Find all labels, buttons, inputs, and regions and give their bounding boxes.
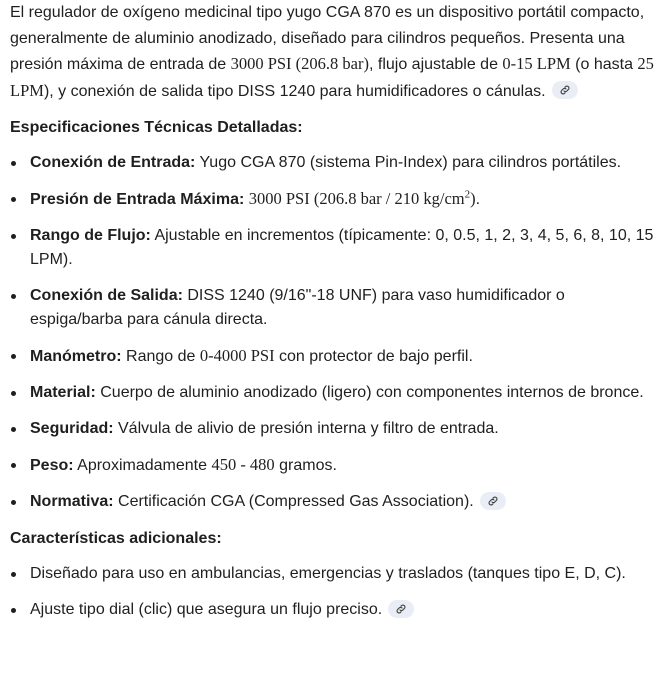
link-icon [559,84,571,96]
spec-text-end: con protector de bajo perfil. [274,348,473,365]
list-item [10,224,656,272]
spec-label: Conexión de Salida: [30,287,183,304]
source-link-button[interactable] [480,492,506,510]
spec-text: Certificación CGA (Compressed Gas Association). [113,493,474,510]
spec-label: Material: [30,384,96,401]
spec-label: Presión de Entrada Máxima: [30,191,245,208]
intro-text-3: (o hasta [570,56,638,73]
extra-text: Ajuste tipo dial (clic) que asegura un flujo preciso. [30,601,383,618]
list-item [10,344,656,369]
specs-list [10,151,656,514]
intro-text-4: ), y conexión de salida tipo DISS 1240 para humidificadores o cánulas. [43,82,546,100]
spec-label: Peso: [30,457,74,474]
list-item [10,151,656,175]
intro-text-2: , flujo ajustable de [368,56,503,73]
list-item [10,381,656,405]
intro-text-1: El regulador de oxígeno medicinal tipo yugo CGA 870 es un dispositivo portátil compacto, generalmente de aluminio anodizado, diseñado para cilindros pequeños. Presenta una presión máxima de entrada de [10,4,645,73]
spec-math [249,189,476,208]
list-item [10,490,656,514]
spec-text: DISS 1240 (9/16"-18 UNF) para vaso humidificador o espiga/barba para cánula directa. [30,287,565,328]
source-link-button[interactable] [552,81,578,99]
spec-text: Aproximadamente [73,457,212,474]
spec-math: 450 - 480 [211,455,275,474]
spec-text: Cuerpo de aluminio anodizado (ligero) con componentes internos de bronce. [95,384,644,401]
link-icon [395,603,407,615]
spec-text: Válvula de alivio de presión interna y filtro de entrada. [113,420,499,437]
intro-paragraph [10,0,656,104]
intro-max-flow: 25 LPM [10,54,654,100]
spec-math-sup: 2 [464,188,471,201]
spec-text-end: . [475,191,481,208]
list-item [10,562,656,586]
spec-label: Normativa: [30,493,114,510]
list-item [10,417,656,441]
spec-math-base: 3000 PSI (206.8 bar / 210 kg/cm [248,189,465,208]
extras-list [10,562,656,622]
spec-label: Rango de Flujo: [30,227,151,244]
intro-flow: 0-15 LPM [502,54,571,73]
list-item [10,598,656,622]
spec-text-end: gramos. [274,457,337,474]
spec-text: Yugo CGA 870 (sistema Pin-Index) para cilindros portátiles. [195,154,622,171]
specs-heading: Especificaciones Técnicas Detalladas: [10,119,303,136]
extras-heading: Características adicionales: [10,530,222,547]
intro-pressure: 3000 PSI (206.8 bar) [230,54,369,73]
source-link-button[interactable] [388,600,414,618]
link-icon [487,495,499,507]
spec-math-end: ) [470,189,476,208]
list-item [10,187,656,212]
spec-text: Rango de [121,348,200,365]
spec-label: Seguridad: [30,420,114,437]
spec-label: Manómetro: [30,348,122,365]
list-item [10,453,656,478]
spec-math: 0-4000 PSI [199,346,275,365]
list-item [10,284,656,332]
spec-text: Ajustable en incrementos (típicamente: 0, 0.5, 1, 2, 3, 4, 5, 6, 8, 10, 15 LPM). [30,227,654,268]
extra-text: Diseñado para uso en ambulancias, emergencias y traslados (tanques tipo E, D, C). [30,565,626,582]
spec-label: Conexión de Entrada: [30,154,196,171]
